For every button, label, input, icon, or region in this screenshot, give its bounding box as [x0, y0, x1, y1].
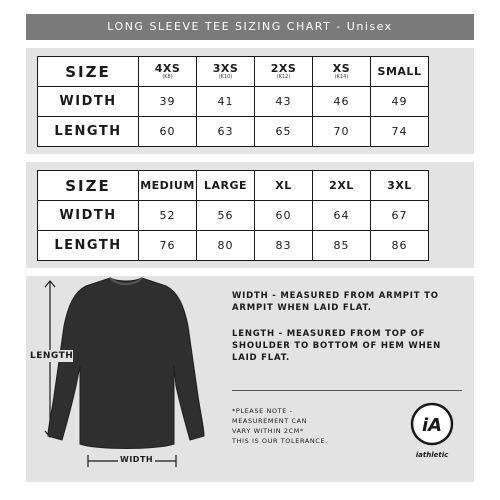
table-row [38, 231, 429, 261]
size-col [197, 57, 255, 87]
size-header: SIZE [38, 171, 139, 201]
row-label-width: WIDTH [38, 201, 139, 231]
cell-value: 43 [255, 87, 313, 117]
cell-value: 74 [371, 117, 429, 147]
size-col [255, 57, 313, 87]
width-description: WIDTH - MEASURED FROM ARMPIT TO ARMPIT WHEN LAID FLAT. [232, 291, 439, 313]
cell-value: 85 [313, 231, 371, 261]
cell-value: 67 [371, 201, 429, 231]
size-table-2 [37, 170, 429, 261]
length-description: LENGTH - MEASURED FROM TOP OF SHOULDER TO BOTTOM OF HEM WHEN LAID FLAT. [232, 329, 442, 363]
cell-value: 83 [255, 231, 313, 261]
shirt-icon [48, 278, 204, 449]
row-label-width: WIDTH [38, 87, 139, 117]
note-line: MEASUREMENT CAN [232, 417, 308, 425]
cell-value: 80 [197, 231, 255, 261]
cell-value: 70 [313, 117, 371, 147]
size-label: 4XS [154, 62, 181, 75]
size-table-panel-1 [26, 48, 474, 154]
note-line: VARY WITHIN 2CM* [232, 427, 304, 435]
cell-value: 49 [371, 87, 429, 117]
table-row [38, 57, 429, 87]
size-col [255, 171, 313, 201]
cell-value: 76 [139, 231, 197, 261]
size-label: 2XL [329, 179, 354, 192]
size-col [139, 57, 197, 87]
divider [232, 390, 462, 391]
cell-value: 52 [139, 201, 197, 231]
cell-value: 63 [197, 117, 255, 147]
note-line: *PLEASE NOTE - [232, 407, 293, 415]
size-label: XL [275, 179, 292, 192]
width-diagram-label: WIDTH [120, 455, 154, 464]
size-col [371, 171, 429, 201]
size-col [197, 171, 255, 201]
size-table-1 [37, 56, 429, 147]
row-label-length: LENGTH [38, 117, 139, 147]
size-header: SIZE [38, 57, 139, 87]
size-label: MEDIUM [140, 179, 195, 192]
cell-value: 39 [139, 87, 197, 117]
row-label-length: LENGTH [38, 231, 139, 261]
size-col [313, 171, 371, 201]
size-table-panel-2 [26, 162, 474, 268]
size-label: 3XS [212, 62, 239, 75]
size-col [371, 57, 429, 87]
size-col [139, 171, 197, 201]
table-row [38, 87, 429, 117]
size-sublabel: (K8) [162, 74, 173, 80]
chart-title: LONG SLEEVE TEE SIZING CHART - Unisex [26, 14, 474, 40]
note-line: THIS IS OUR TOLERANCE. [232, 437, 328, 445]
size-sublabel: (K12) [276, 74, 291, 80]
logo-mark: iA [421, 415, 443, 436]
size-label: XS [332, 62, 351, 75]
logo-text: iathletic [415, 451, 449, 459]
cell-value: 60 [139, 117, 197, 147]
cell-value: 41 [197, 87, 255, 117]
cell-value: 46 [313, 87, 371, 117]
length-diagram-label: LENGTH [30, 351, 74, 361]
cell-value: 60 [255, 201, 313, 231]
cell-value: 86 [371, 231, 429, 261]
size-sublabel: (K14) [334, 74, 349, 80]
cell-value: 64 [313, 201, 371, 231]
tolerance-note [232, 406, 372, 446]
table-row [38, 171, 429, 201]
size-col [313, 57, 371, 87]
cell-value: 56 [197, 201, 255, 231]
size-label: 3XL [387, 179, 412, 192]
shirt-diagram [26, 276, 226, 482]
size-label: SMALL [377, 65, 422, 78]
table-row [38, 201, 429, 231]
logo-icon [410, 402, 454, 446]
size-label: LARGE [203, 179, 248, 192]
brand-logo [410, 402, 454, 462]
size-sublabel: (K10) [218, 74, 233, 80]
size-label: 2XS [270, 62, 297, 75]
cell-value: 65 [255, 117, 313, 147]
table-row [38, 117, 429, 147]
